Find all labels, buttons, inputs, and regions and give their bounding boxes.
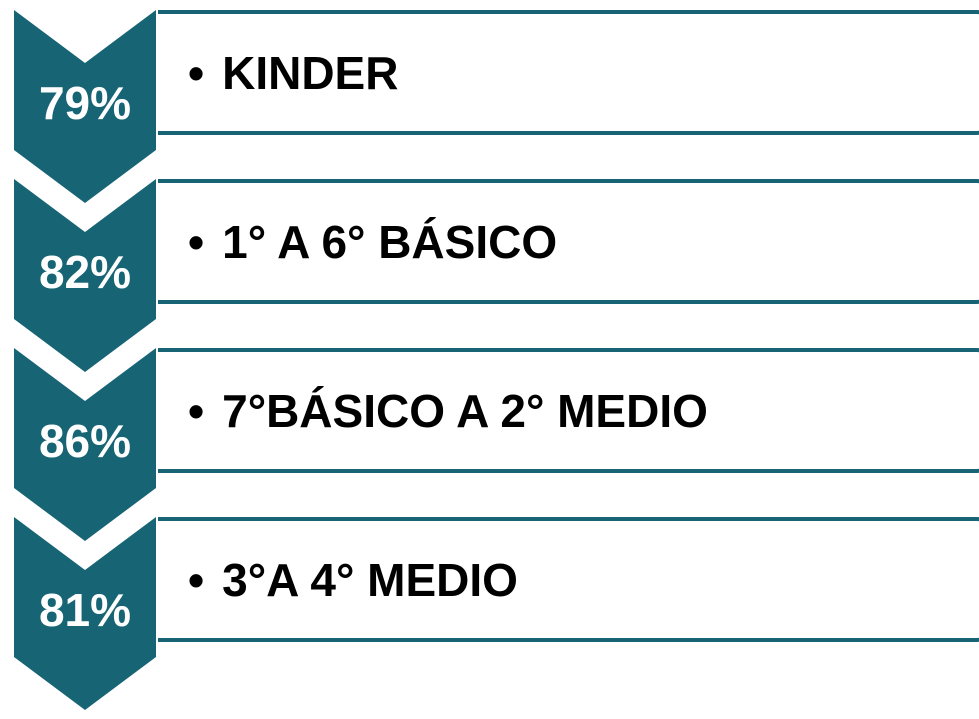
percent-value: 79% [38, 77, 132, 129]
item-label: 7°BÁSICO A 2° MEDIO [222, 385, 708, 437]
item-label-box [158, 10, 979, 135]
item-label-box [158, 179, 979, 304]
percent-value: 81% [38, 584, 132, 636]
item-label-box [158, 348, 979, 473]
item-label: 3°A 4° MEDIO [222, 554, 518, 606]
item-label: 1° A 6° BÁSICO [222, 216, 558, 268]
bullet-icon: • [188, 554, 205, 606]
percent-value: 86% [38, 415, 132, 467]
bullet-icon: • [188, 47, 205, 99]
item-label: KINDER [222, 47, 399, 99]
bullet-icon: • [188, 385, 205, 437]
item-label-box [158, 517, 979, 642]
bullet-icon: • [188, 216, 205, 268]
list-item-medio-3-4 [0, 507, 979, 707]
percent-value: 82% [38, 246, 132, 298]
